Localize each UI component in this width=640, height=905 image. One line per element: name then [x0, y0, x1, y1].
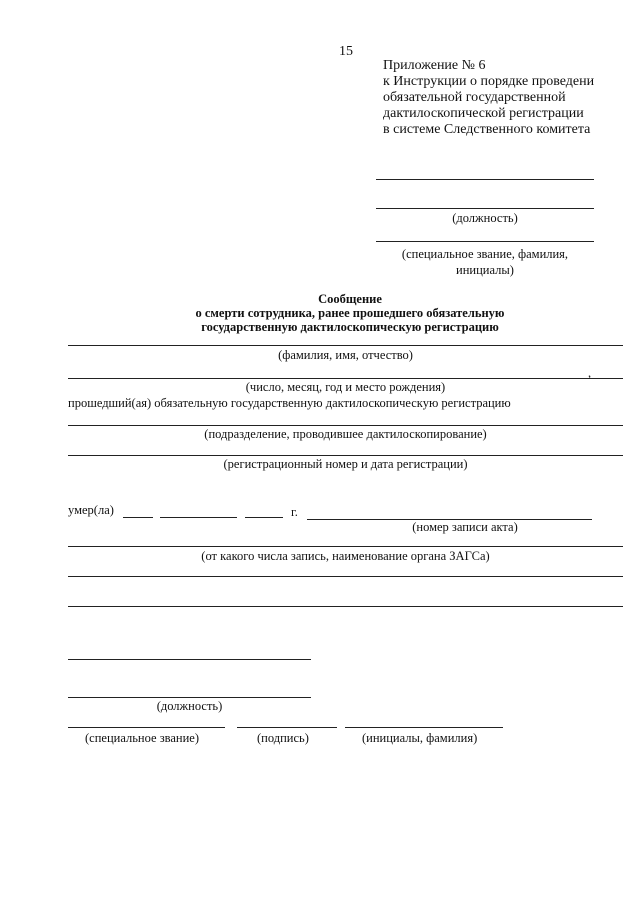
- died-day-line[interactable]: [123, 517, 153, 518]
- birth-line[interactable]: [68, 378, 623, 379]
- full-name-caption: (фамилия, имя, отчество): [278, 348, 413, 362]
- addressee-rank-caption-1: (специальное звание, фамилия,: [401, 247, 569, 261]
- registry-line[interactable]: [68, 546, 623, 547]
- signature-rank-line[interactable]: [68, 727, 225, 728]
- appendix-title: Приложение № 6: [383, 58, 486, 73]
- year-suffix: г.: [291, 505, 298, 519]
- signature-line-1[interactable]: [68, 659, 311, 660]
- division-line[interactable]: [68, 425, 623, 426]
- document-heading: [150, 292, 550, 334]
- addressee-line-2[interactable]: [376, 208, 594, 209]
- appendix-line: обязательной государственной: [383, 90, 566, 105]
- extra-line-1[interactable]: [68, 576, 623, 577]
- record-number-caption: (номер записи акта): [412, 520, 518, 534]
- signature-name-caption: (инициалы, фамилия): [362, 731, 478, 745]
- division-caption: (подразделение, проводившее дактилоскопирование): [204, 427, 487, 441]
- passed-registration-text: прошедший(ая) обязательную государственную дактилоскопическую регистрацию: [68, 396, 511, 410]
- birth-caption: (число, месяц, год и место рождения): [245, 380, 446, 394]
- appendix-line: к Инструкции о порядке проведени: [383, 74, 595, 89]
- heading-title: Сообщение: [318, 292, 382, 306]
- died-year-line[interactable]: [245, 517, 283, 518]
- died-label: умер(ла): [68, 503, 114, 517]
- page-number: 15: [339, 44, 353, 59]
- registry-caption: (от какого числа запись, наименование органа ЗАГСа): [201, 549, 490, 563]
- full-name-line[interactable]: [68, 345, 623, 346]
- signature-name-line[interactable]: [345, 727, 503, 728]
- addressee-line-3[interactable]: [376, 241, 594, 242]
- heading-line-1: о смерти сотрудника, ранее прошедшего обязательную: [195, 306, 505, 320]
- addressee-line-1[interactable]: [376, 179, 594, 180]
- extra-line-2[interactable]: [68, 606, 623, 607]
- appendix-line: в системе Следственного комитета: [383, 122, 591, 137]
- died-month-line[interactable]: [160, 517, 237, 518]
- signature-position-line[interactable]: [68, 697, 311, 698]
- signature-sign-line[interactable]: [237, 727, 337, 728]
- appendix-block: [383, 58, 638, 138]
- signature-sign-caption: (подпись): [257, 731, 309, 745]
- appendix-line: дактилоскопической регистрации: [383, 106, 584, 121]
- addressee-rank-caption: [380, 246, 590, 278]
- addressee-position-caption: (должность): [452, 211, 518, 225]
- heading-line-2: государственную дактилоскопическую регистрацию: [201, 320, 499, 334]
- signature-position-caption: (должность): [156, 699, 223, 713]
- comma-mark: ,: [588, 366, 592, 380]
- addressee-rank-caption-2: инициалы): [456, 263, 514, 277]
- reg-number-line[interactable]: [68, 455, 623, 456]
- reg-number-caption: (регистрационный номер и дата регистрации): [223, 457, 468, 471]
- signature-rank-caption: (специальное звание): [85, 731, 200, 745]
